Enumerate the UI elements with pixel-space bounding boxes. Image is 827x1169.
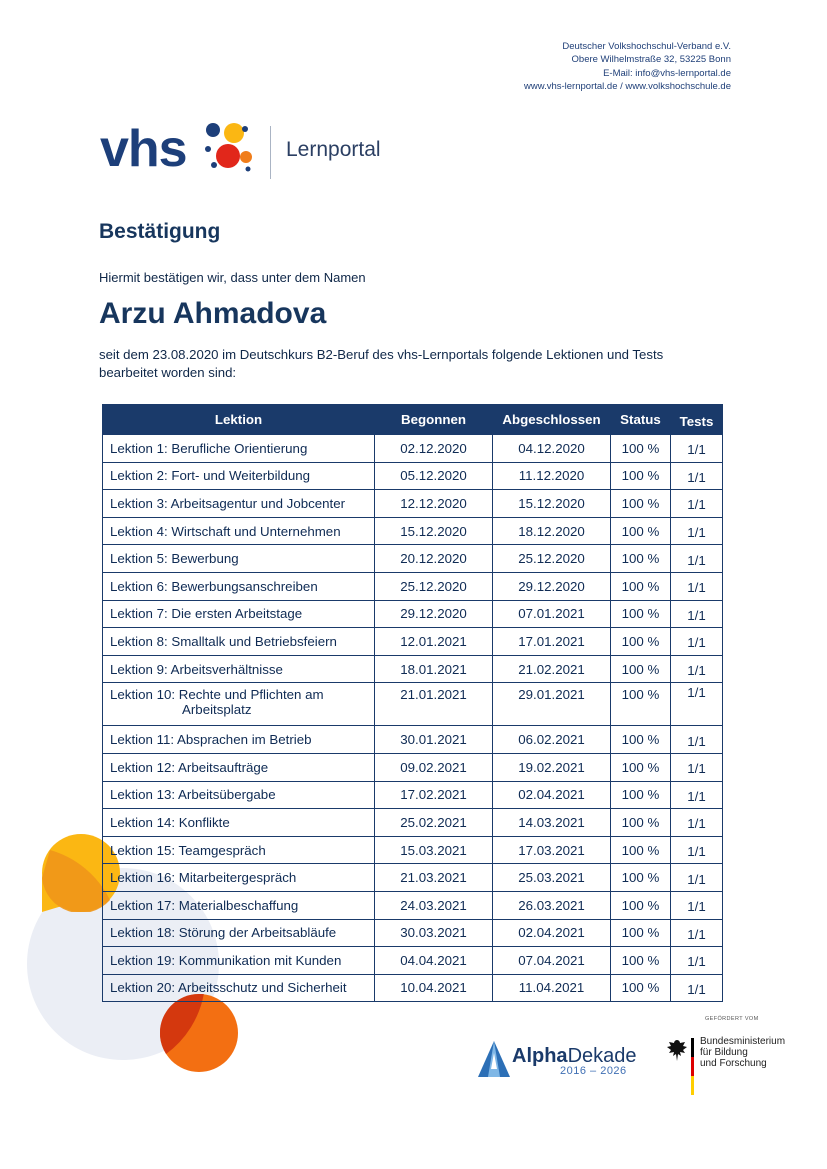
cell-abgeschlossen: 07.01.2021 (493, 600, 611, 628)
bmbf-text (700, 1036, 785, 1069)
cell-begonnen: 25.12.2020 (375, 572, 493, 600)
cell-begonnen: 21.01.2021 (375, 683, 493, 726)
cell-begonnen: 21.03.2021 (375, 864, 493, 892)
page-title: Bestätigung (99, 220, 221, 243)
cell-status: 100 % (611, 655, 671, 683)
cell-status: 100 % (611, 545, 671, 573)
cell-lektion: Lektion 15: Teamgespräch (103, 836, 375, 864)
cell-tests: 1/1 (671, 628, 723, 656)
cell-tests: 1/1 (671, 572, 723, 600)
cell-tests: 1/1 (671, 781, 723, 809)
org-name: Deutscher Volkshochschul-Verband e.V. (562, 41, 731, 52)
org-web: www.vhs-lernportal.de / www.volkshochschule.de (524, 80, 731, 92)
cell-abgeschlossen: 19.02.2021 (493, 753, 611, 781)
cell-begonnen: 02.12.2020 (375, 435, 493, 463)
table-row (103, 781, 723, 809)
cell-status: 100 % (611, 974, 671, 1002)
bmbf-line-1: Bundesministerium (700, 1036, 786, 1047)
cell-abgeschlossen: 29.01.2021 (493, 683, 611, 726)
cell-begonnen: 24.03.2021 (375, 891, 493, 919)
table-row (103, 655, 723, 683)
table-row (103, 490, 723, 518)
cell-lektion: Lektion 3: Arbeitsagentur und Jobcenter (103, 490, 375, 518)
alphadekade-years: 2016 – 2026 (560, 1065, 627, 1077)
table-header-row (103, 405, 723, 435)
cell-abgeschlossen: 11.04.2021 (493, 974, 611, 1002)
cell-begonnen: 17.02.2021 (375, 781, 493, 809)
cell-tests: 1/1 (671, 726, 723, 754)
cell-begonnen: 04.04.2021 (375, 947, 493, 975)
col-header-begonnen: Begonnen (375, 405, 493, 435)
cell-begonnen: 09.02.2021 (375, 753, 493, 781)
cell-status: 100 % (611, 781, 671, 809)
cell-status: 100 % (611, 490, 671, 518)
cell-begonnen: 12.01.2021 (375, 628, 493, 656)
cell-status: 100 % (611, 919, 671, 947)
cell-lektion: Lektion 18: Störung der Arbeitsabläufe (103, 919, 375, 947)
bmbf-line-3: und Forschung (700, 1058, 767, 1069)
cell-lektion: Lektion 16: Mitarbeitergespräch (103, 864, 375, 892)
cell-tests: 1/1 (671, 864, 723, 892)
cell-lektion: Lektion 7: Die ersten Arbeitstage (103, 600, 375, 628)
cell-begonnen: 10.04.2021 (375, 974, 493, 1002)
cell-begonnen: 25.02.2021 (375, 809, 493, 837)
table-row (103, 726, 723, 754)
cell-begonnen: 20.12.2020 (375, 545, 493, 573)
cell-lektion: Lektion 11: Absprachen im Betrieb (103, 726, 375, 754)
table-row (103, 974, 723, 1002)
cell-abgeschlossen: 11.12.2020 (493, 462, 611, 490)
cell-tests: 1/1 (671, 517, 723, 545)
cell-begonnen: 18.01.2021 (375, 655, 493, 683)
cell-lektion: Lektion 2: Fort- und Weiterbildung (103, 462, 375, 490)
cell-lektion: Lektion 9: Arbeitsverhältnisse (103, 655, 375, 683)
learner-name: Arzu Ahmadova (99, 297, 327, 330)
sender-address (524, 40, 731, 93)
cell-tests: 1/1 (671, 809, 723, 837)
cell-lektion-line2: Arbeitsplatz (182, 702, 252, 718)
table-row (103, 919, 723, 947)
cell-abgeschlossen: 21.02.2021 (493, 655, 611, 683)
federal-eagle-icon (666, 1039, 688, 1063)
cell-status: 100 % (611, 462, 671, 490)
lessons-table (102, 404, 723, 1002)
cell-status: 100 % (611, 836, 671, 864)
cell-tests: 1/1 (671, 655, 723, 683)
table-row (103, 753, 723, 781)
cell-abgeschlossen: 15.12.2020 (493, 490, 611, 518)
cell-tests: 1/1 (671, 600, 723, 628)
table-row (103, 545, 723, 573)
cell-lektion: Lektion 1: Berufliche Orientierung (103, 435, 375, 463)
table-row (103, 809, 723, 837)
cell-begonnen: 30.03.2021 (375, 919, 493, 947)
table-row (103, 517, 723, 545)
col-header-status: Status (611, 405, 671, 435)
cell-abgeschlossen: 17.01.2021 (493, 628, 611, 656)
cell-lektion: Lektion 12: Arbeitsaufträge (103, 753, 375, 781)
cell-begonnen: 29.12.2020 (375, 600, 493, 628)
cell-tests: 1/1 (671, 490, 723, 518)
cell-tests: 1/1 (671, 753, 723, 781)
cell-lektion: Lektion 13: Arbeitsübergabe (103, 781, 375, 809)
cell-tests: 1/1 (671, 462, 723, 490)
alphadekade-dekade: Dekade (567, 1045, 637, 1067)
cell-tests: 1/1 (671, 974, 723, 1002)
logo-separator (270, 126, 271, 179)
cell-abgeschlossen: 02.04.2021 (493, 781, 611, 809)
cell-abgeschlossen: 25.12.2020 (493, 545, 611, 573)
col-header-lektion: Lektion (103, 405, 375, 435)
cell-abgeschlossen: 02.04.2021 (493, 919, 611, 947)
alphadekade-alpha: Alpha (512, 1045, 568, 1067)
table-row (103, 891, 723, 919)
cell-status: 100 % (611, 891, 671, 919)
cell-abgeschlossen: 18.12.2020 (493, 517, 611, 545)
cell-tests: 1/1 (671, 891, 723, 919)
org-address: Obere Wilhelmstraße 32, 53225 Bonn (571, 54, 731, 66)
cell-abgeschlossen: 06.02.2021 (493, 726, 611, 754)
cell-status: 100 % (611, 809, 671, 837)
table-row (103, 462, 723, 490)
cell-begonnen: 30.01.2021 (375, 726, 493, 754)
cell-abgeschlossen: 04.12.2020 (493, 435, 611, 463)
cell-status: 100 % (611, 726, 671, 754)
cell-status: 100 % (611, 572, 671, 600)
cell-tests: 1/1 (671, 947, 723, 975)
gefoerdert-label: GEFÖRDERT VOM (705, 1016, 759, 1022)
cell-lektion: Lektion 17: Materialbeschaffung (103, 891, 375, 919)
cell-lektion: Lektion 8: Smalltalk und Betriebsfeiern (103, 628, 375, 656)
table-row (103, 947, 723, 975)
table-row (103, 683, 723, 726)
cell-abgeschlossen: 07.04.2021 (493, 947, 611, 975)
vhs-lernportal-logo (100, 118, 400, 188)
cell-begonnen: 15.12.2020 (375, 517, 493, 545)
cell-status: 100 % (611, 864, 671, 892)
table-row (103, 572, 723, 600)
german-flag-bar (691, 1038, 694, 1095)
course-description: seit dem 23.08.2020 im Deutschkurs B2-Beruf des vhs-Lernportals folgende Lektionen und Tests bearbeitet worden sind: (99, 347, 664, 380)
cell-status: 100 % (611, 947, 671, 975)
cell-lektion-line1: Lektion 10: Rechte und Pflichten am (110, 687, 324, 703)
org-email: E-Mail: info@vhs-lernportal.de (603, 67, 731, 79)
col-header-abgeschlossen: Abgeschlossen (493, 405, 611, 435)
col-header-tests: Tests (671, 405, 723, 435)
decorative-circle-red-overlap (160, 994, 238, 1072)
cell-abgeschlossen: 25.03.2021 (493, 864, 611, 892)
cell-begonnen: 15.03.2021 (375, 836, 493, 864)
cell-lektion: Lektion 19: Kommunikation mit Kunden (103, 947, 375, 975)
table-row (103, 435, 723, 463)
logo-vhs-wordmark: vhs (100, 120, 187, 178)
cell-status: 100 % (611, 600, 671, 628)
cell-abgeschlossen: 14.03.2021 (493, 809, 611, 837)
cell-tests: 1/1 (671, 683, 723, 726)
table-row (103, 836, 723, 864)
intro-text: Hiermit bestätigen wir, dass unter dem Namen (99, 270, 366, 285)
logo-dots-icon (200, 121, 260, 181)
table-row (103, 864, 723, 892)
cell-lektion: Lektion 20: Arbeitsschutz und Sicherheit (103, 974, 375, 1002)
cell-status: 100 % (611, 628, 671, 656)
cell-lektion: Lektion 14: Konflikte (103, 809, 375, 837)
logo-lernportal-text: Lernportal (286, 138, 381, 161)
cell-lektion: Lektion 5: Bewerbung (103, 545, 375, 573)
cell-begonnen: 05.12.2020 (375, 462, 493, 490)
cell-lektion: Lektion 4: Wirtschaft und Unternehmen (103, 517, 375, 545)
cell-abgeschlossen: 26.03.2021 (493, 891, 611, 919)
cell-tests: 1/1 (671, 545, 723, 573)
bmbf-line-2: für Bildung (700, 1047, 748, 1058)
cell-tests: 1/1 (671, 836, 723, 864)
cell-status: 100 % (611, 753, 671, 781)
cell-abgeschlossen: 29.12.2020 (493, 572, 611, 600)
cell-lektion (103, 683, 375, 726)
table-row (103, 600, 723, 628)
cell-tests: 1/1 (671, 435, 723, 463)
alphadekade-triangle-icon (478, 1041, 512, 1079)
cell-status: 100 % (611, 517, 671, 545)
cell-lektion: Lektion 6: Bewerbungsanschreiben (103, 572, 375, 600)
cell-abgeschlossen: 17.03.2021 (493, 836, 611, 864)
cell-tests: 1/1 (671, 919, 723, 947)
table-row (103, 628, 723, 656)
cell-status: 100 % (611, 435, 671, 463)
cell-begonnen: 12.12.2020 (375, 490, 493, 518)
cell-status: 100 % (611, 683, 671, 726)
funders-logos (478, 1015, 798, 1105)
